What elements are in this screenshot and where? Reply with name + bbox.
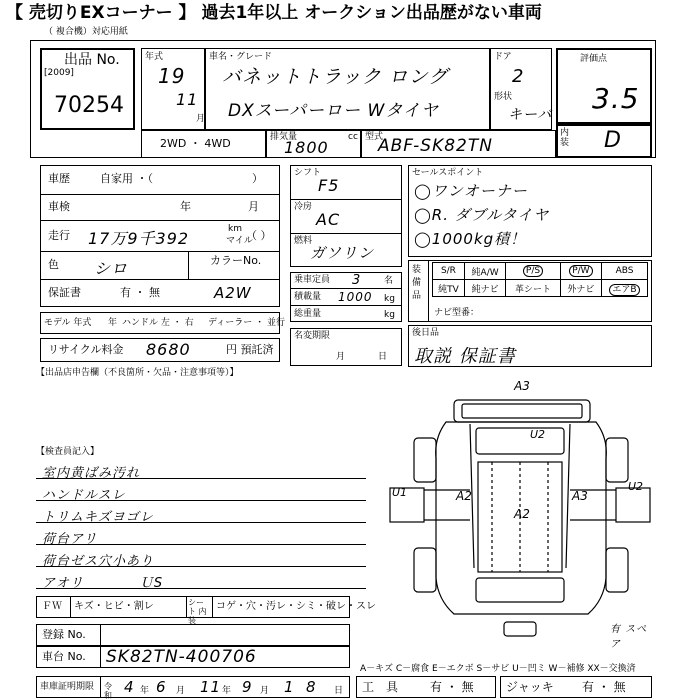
registration-label: 登録 No. [42, 628, 86, 641]
diagram-mark-7: U2 [628, 480, 644, 493]
fuel-value: ガソリン [310, 244, 375, 262]
seat-label: シート 内装 [188, 598, 207, 625]
inspection-month: 月 [248, 200, 259, 213]
name-change-day: 日 [378, 352, 388, 362]
equip-pw-label: P/W [569, 265, 592, 277]
warranty-label: 保証書 [48, 286, 81, 299]
sales-points-label: セールスポイント [412, 168, 484, 178]
tools-label: 工 具 [362, 680, 399, 694]
name-change-label: 名変期限 [294, 331, 331, 341]
inspector-note-1: 室内黄ばみ汚れ [42, 466, 141, 481]
model-code-value: ABF-SK82TN [378, 136, 493, 156]
navi-model-label: ナビ型番： [434, 308, 480, 318]
model-row-dealer: ディーラー ・ 並行 [208, 318, 286, 328]
color-label: 色 [48, 258, 59, 271]
diagram-mark-4: A2 [456, 489, 472, 503]
inspection-label: 車検 [48, 200, 70, 213]
spare-note: 有 スペア [610, 624, 648, 650]
jack-label: ジャッキ [506, 680, 554, 694]
interior-value: D [604, 128, 622, 153]
cert-nen-1: 年 [140, 686, 150, 696]
cert-nen-2: 年 [222, 686, 232, 696]
reiwa-label: 令和 [104, 682, 112, 700]
sales-point-3: ◯1000kg積！ [414, 230, 527, 248]
model-year-label: 年式 [145, 52, 164, 62]
warranty-value: A2W [214, 284, 252, 302]
ac-label: 冷房 [294, 202, 313, 212]
drive-options: 2WD ・ 4WD [160, 137, 231, 150]
equip-sr: S/R [433, 263, 465, 280]
score-label: 評価点 [580, 54, 608, 64]
doors-label: ドア [494, 52, 512, 62]
lot-year-tag: [2009] [44, 68, 74, 78]
name-change-month: 月 [336, 352, 346, 362]
sales-point-1: ◯ワンオーナー [414, 182, 528, 200]
shift-value: F5 [318, 176, 340, 195]
equip-pw [560, 263, 601, 280]
equip-ps-label: P/S [523, 265, 543, 277]
model-row-handle: ハンドル 左 ・ 右 [122, 318, 194, 328]
chassis-value: SK82TN-400706 [106, 647, 257, 667]
doors-value: 2 [512, 66, 525, 87]
inspector-note-5: 荷台ゼス穴小あり [42, 554, 155, 569]
seat-items: コゲ・穴・汚レ・シミ・破レ・スレ [216, 601, 376, 612]
cert-year-3: 1 [284, 678, 295, 696]
equipment-table [432, 262, 648, 297]
car-name-line2: DXスーパーロー Wタイヤ [228, 101, 439, 121]
after-items-label: 後日品 [412, 328, 440, 338]
inspector-note-2: ハンドルスレ [42, 488, 126, 503]
diagram-mark-5: A2 [514, 507, 530, 521]
load-value: 1000 [338, 290, 373, 304]
equip-airbag-label: エアB [609, 284, 639, 296]
displacement-unit: cc [348, 132, 358, 142]
mileage-label: 走行 [48, 229, 70, 242]
history-options: 自家用 ・（ [100, 172, 153, 185]
car-damage-diagram [384, 378, 656, 640]
model-row-year: 年 [108, 318, 118, 328]
load-unit: kg [384, 294, 395, 304]
cert-tsuki-1: 月 [176, 686, 186, 696]
equip-airbag [602, 280, 648, 297]
model-row-model: モデル 年式 [44, 318, 92, 328]
mileage-value: 17万9千392 [88, 229, 190, 248]
diagram-mark-3: U1 [392, 486, 408, 499]
shape-value: キーバ [508, 107, 553, 123]
cert-month-1: 6 [156, 678, 167, 696]
car-name-line1: バネットトラック ロング [222, 66, 449, 88]
history-close: ） [252, 172, 263, 185]
shift-label: シフト [294, 168, 322, 178]
cert-month-3: 8 [306, 678, 317, 696]
chassis-label: 車台 No. [42, 650, 86, 663]
inspection-year: 年 [180, 200, 191, 213]
warranty-options: 有 ・ 無 [120, 286, 160, 299]
inspector-note-6: アオリ ＵS [42, 576, 164, 591]
banner-title: 【 売切りEXコーナー 】 過去1年以上 オークション出品歴がない車両 [6, 3, 542, 23]
diagram-mark-2: U2 [530, 428, 546, 441]
fw-label: ＦＷ [42, 601, 62, 612]
shape-label: 形状 [494, 92, 513, 102]
model-code-label: 型式 [365, 132, 384, 142]
weight-unit: kg [384, 310, 395, 320]
cert-month-2: 9 [242, 678, 253, 696]
model-year-value: 19 [158, 64, 186, 88]
fuel-label: 燃料 [294, 236, 313, 246]
capacity-unit: 名 [384, 276, 394, 286]
ac-value: AC [316, 210, 341, 229]
equipment-label: 装備品 [412, 265, 422, 301]
sub-header: （ 複合機）対応用紙 [44, 27, 128, 37]
recycle-unit: 円 預託済 [226, 343, 274, 356]
displacement-label: 排気量 [270, 132, 298, 142]
equip-navi: 純ナビ [464, 280, 505, 297]
cert-year-2: 11 [200, 678, 222, 696]
interior-label: 内装 [560, 128, 570, 148]
jack-options: 有 ・ 無 [582, 680, 626, 694]
damage-codes-legend: A－キズ C－腐食 E－エクボ S－サビ U－凹ミ W－補修 XX－交換済 [360, 664, 636, 674]
recycle-label: リサイクル料金 [48, 343, 124, 356]
after-items-value: 取説 保証書 [414, 346, 516, 367]
lot-number: 70254 [54, 93, 124, 118]
equip-ps [506, 263, 561, 280]
model-month-value: 11 [176, 90, 199, 109]
equip-abs: ABS [602, 263, 648, 280]
equip-ext-navi: 外ナビ [560, 280, 601, 297]
diagram-mark-6: A3 [572, 489, 588, 503]
mileage-km: km [228, 224, 242, 234]
lot-label: 出品 No. [64, 52, 120, 68]
diagram-mark-1: A3 [514, 379, 530, 393]
score-value: 3.5 [592, 82, 640, 115]
cert-hi: 日 [334, 686, 344, 696]
recycle-value: 8680 [146, 340, 191, 359]
load-label: 積載量 [294, 292, 322, 302]
model-month-unit: 月 [196, 114, 206, 124]
garage-cert-label: 車庫証明期限 [40, 682, 95, 692]
color-value: シロ [94, 259, 129, 278]
notes-caption: 【出品店申告欄（不良箇所・欠品・注意事項等）】 [36, 368, 239, 378]
displacement-value: 1800 [284, 138, 329, 157]
equip-leather: 革シート [506, 280, 561, 297]
inspector-note-3: トリムキズヨゴレ [42, 510, 154, 525]
cert-year-1: 4 [124, 678, 135, 696]
color-no-label: カラーNo. [210, 254, 262, 267]
cert-tsuki-2: 月 [260, 686, 270, 696]
sales-point-2: ◯R. ダブルタイヤ [414, 206, 550, 224]
capacity-value: 3 [352, 273, 362, 288]
mileage-paren: （ ） [246, 229, 272, 242]
equip-tv: 純TV [433, 280, 465, 297]
fw-items: キズ・ヒビ・割レ [74, 601, 154, 612]
capacity-label: 乗車定員 [294, 275, 331, 285]
weight-label: 総重量 [294, 309, 322, 319]
car-name-label: 車名・グレード [209, 52, 273, 62]
inspector-note-4: 荷台アリ [42, 532, 98, 547]
inspector-label: 【検査員記入】 [36, 447, 100, 457]
tools-options: 有 ・ 無 [430, 680, 474, 694]
mileage-mile: マイル [226, 236, 253, 246]
equip-alloy: 純A/W [464, 263, 505, 280]
history-label: 車歴 [48, 172, 70, 185]
